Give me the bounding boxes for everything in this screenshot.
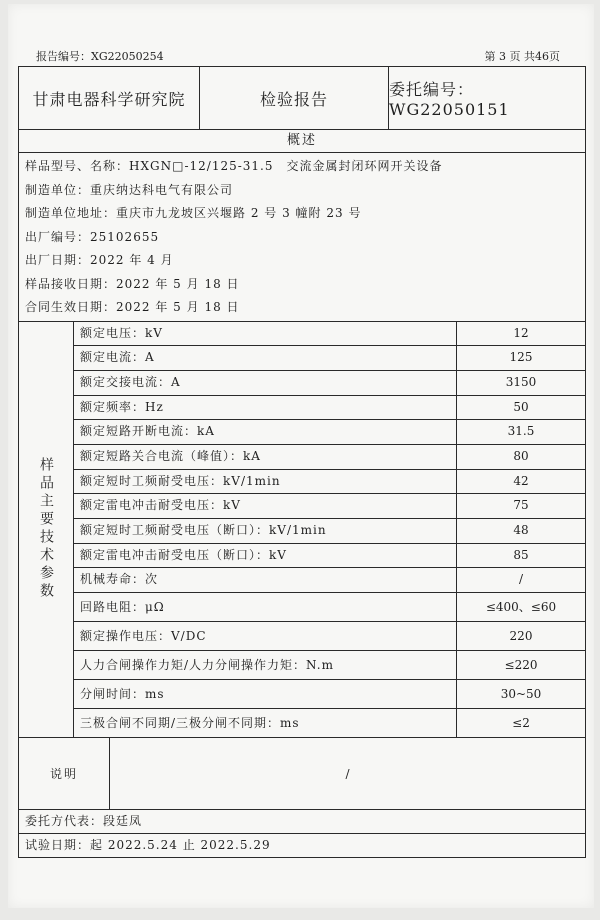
- report-title: 检验报告: [200, 67, 389, 129]
- param-row: [74, 346, 585, 371]
- param-row: [74, 651, 585, 680]
- param-name: 额定短路关合电流（峰值）：kA: [74, 445, 457, 469]
- param-value: 12: [513, 325, 529, 340]
- param-row: [74, 445, 585, 470]
- info-label: 出厂日期：: [25, 253, 91, 267]
- info-label: 制造单位：: [25, 182, 91, 197]
- test-date: 试验日期：起 2022.5.24 止 2022.5.29: [25, 838, 271, 853]
- param-row: [74, 322, 585, 347]
- param-value: 80: [513, 448, 529, 463]
- param-row: [74, 396, 585, 421]
- param-name: 额定频率：Hz: [74, 396, 457, 420]
- info-value: 重庆市九龙坡区兴堰路 2 号 3 幢附 23 号: [116, 206, 362, 220]
- param-value: /: [518, 572, 524, 587]
- report-table: [18, 66, 586, 858]
- info-row: [19, 226, 585, 250]
- info-row: [19, 296, 585, 320]
- parameters-label: 样品主要技术参数: [38, 457, 54, 602]
- param-name: 额定短时工频耐受电压：kV/1min: [74, 470, 457, 494]
- info-value: HXGN□-12/125-31.5 交流金属封闭环网开关设备: [129, 159, 443, 173]
- param-value: ≤400、≤60: [485, 600, 557, 615]
- param-name: 回路电阻：μΩ: [74, 593, 457, 621]
- info-row: [19, 155, 585, 179]
- entrust-number: 委托编号：WG22050151: [389, 80, 510, 119]
- info-label: 出厂编号：: [25, 229, 91, 244]
- info-label: 制造单位地址：: [25, 206, 117, 220]
- param-row: [74, 568, 585, 593]
- param-value: 48: [513, 523, 529, 537]
- info-row: [19, 179, 585, 203]
- param-row: [74, 593, 585, 622]
- report-page: [8, 4, 594, 908]
- info-value: 2022 年 5 月 18 日: [116, 276, 240, 291]
- info-row: [19, 202, 585, 226]
- param-name: 额定雷电冲击耐受电压（断口）：kV: [74, 544, 457, 568]
- remark-section: [19, 738, 585, 810]
- param-name: 额定雷电冲击耐受电压：kV: [74, 494, 457, 518]
- title-bar: [19, 67, 585, 130]
- param-row: [74, 680, 585, 709]
- param-name: 额定电压：kV: [74, 322, 457, 346]
- remark-label: 说明: [19, 738, 110, 809]
- remark-value: /: [345, 766, 350, 781]
- param-row: [74, 622, 585, 651]
- param-row: [74, 420, 585, 445]
- param-row: [74, 494, 585, 519]
- param-name: 额定操作电压：V/DC: [74, 622, 457, 650]
- param-name: 额定交接电流：A: [74, 371, 457, 395]
- param-value: 30~50: [500, 687, 542, 702]
- param-value: 50: [513, 399, 529, 414]
- parameters-table: [74, 322, 585, 738]
- param-row: [74, 470, 585, 495]
- overview-heading: 概述: [19, 130, 585, 153]
- param-row: [74, 709, 585, 737]
- param-value: ≤2: [512, 716, 530, 731]
- sample-info: [19, 153, 585, 322]
- info-value: 重庆纳达科电气有限公司: [90, 182, 234, 197]
- info-row: [19, 249, 585, 273]
- institute-name: 甘肃电器科学研究院: [19, 67, 200, 129]
- info-label: 样品型号、名称：: [25, 159, 130, 173]
- param-value: 3150: [505, 374, 537, 389]
- info-value: 25102655: [90, 229, 160, 244]
- param-row: [74, 544, 585, 569]
- param-row: [74, 519, 585, 544]
- param-name: 三极合闸不同期/三极分闸不同期：ms: [74, 709, 457, 737]
- param-name: 分闸时间：ms: [74, 680, 457, 708]
- param-value: 125: [509, 350, 533, 365]
- parameters-side: [19, 322, 74, 738]
- info-label: 样品接收日期：: [25, 276, 117, 291]
- param-value: 75: [513, 498, 529, 513]
- info-label: 合同生效日期：: [25, 300, 117, 314]
- param-value: ≤220: [504, 658, 538, 673]
- info-row: [19, 273, 585, 297]
- param-value: 42: [513, 473, 529, 488]
- param-name: 额定电流：A: [74, 346, 457, 370]
- param-name: 额定短路开断电流：kA: [74, 420, 457, 444]
- parameters-section: [19, 322, 585, 739]
- info-value: 2022 年 5 月 18 日: [116, 300, 240, 314]
- param-value: 85: [513, 547, 529, 562]
- param-value: 31.5: [507, 424, 535, 439]
- client-representative: 委托方代表：段廷凤: [19, 810, 585, 834]
- param-name: 人力合闸操作力矩/人力分闸操作力矩：N.m: [74, 651, 457, 679]
- report-number: 报告编号：XG22050254: [36, 50, 164, 63]
- info-value: 2022 年 4 月: [90, 253, 174, 267]
- page-number: 第 3 页 共46页: [484, 50, 560, 63]
- param-value: 220: [509, 629, 533, 644]
- param-name: 机械寿命：次: [74, 568, 457, 592]
- param-row: [74, 371, 585, 396]
- param-name: 额定短时工频耐受电压（断口）：kV/1min: [74, 519, 457, 543]
